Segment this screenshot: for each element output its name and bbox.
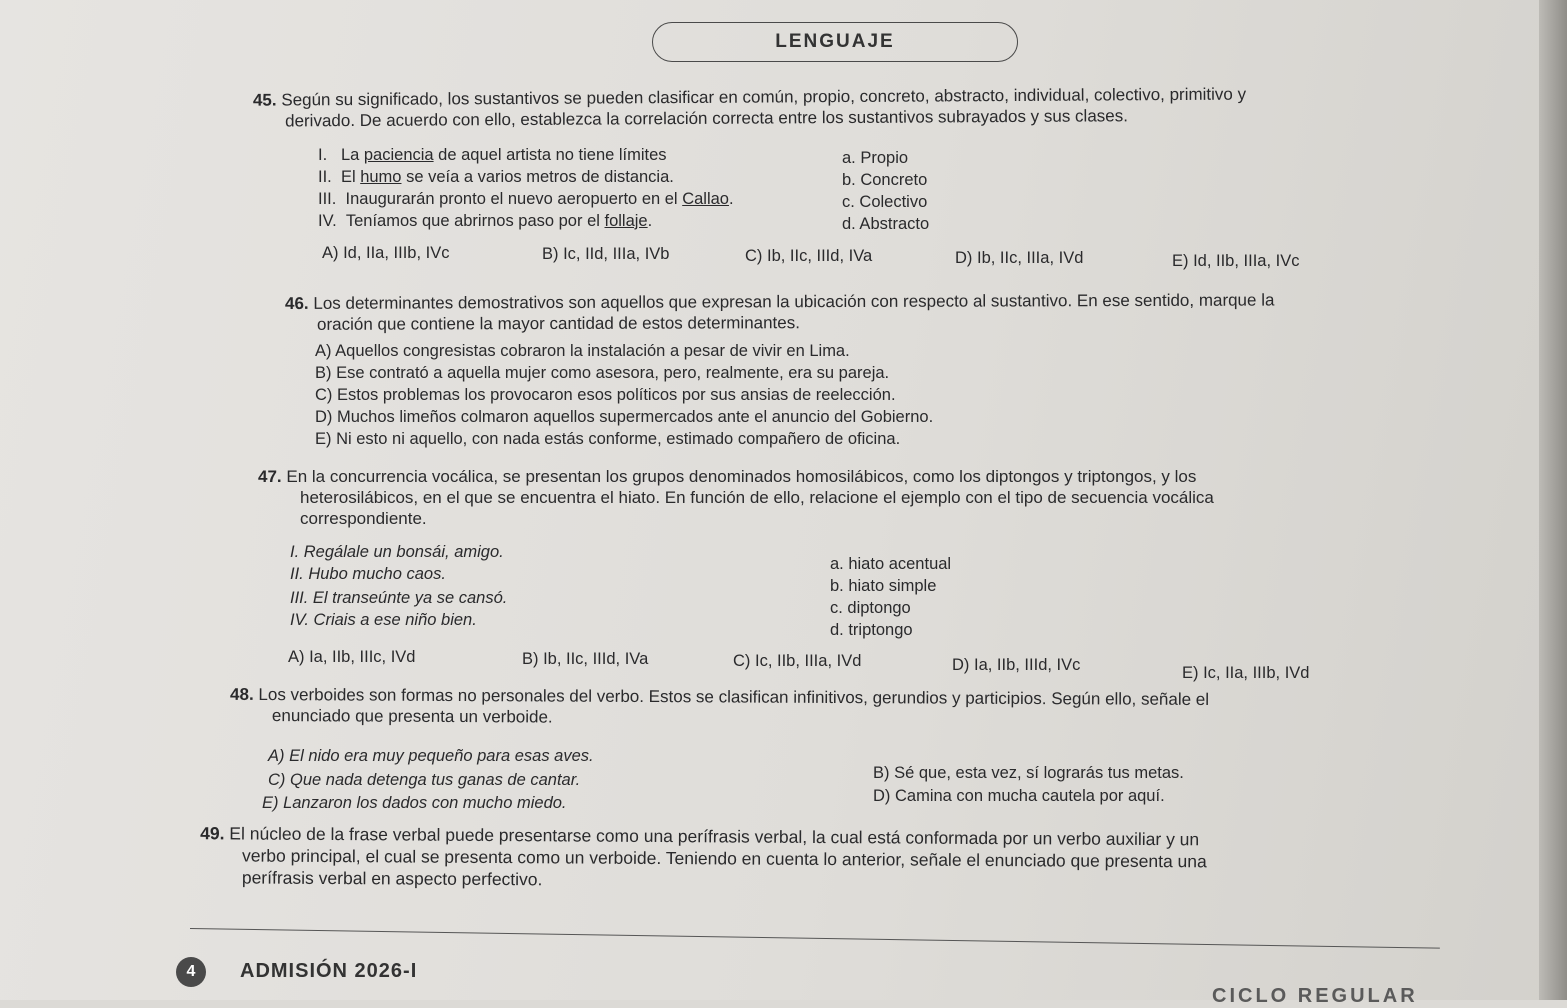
class-c: c. Colectivo — [842, 193, 928, 211]
item-II: II. Hubo mucho caos. — [290, 565, 446, 583]
option-d[interactable]: D) Camina con mucha cautela por aquí. — [873, 787, 1165, 805]
option-b[interactable]: B) Sé que, esta vez, sí lograrás tus metas. — [873, 764, 1184, 782]
question-49 — [200, 822, 1440, 896]
item-II: II. El humo se veía a varios metros de distancia. — [318, 168, 674, 186]
class-a: a. Propio — [842, 149, 909, 167]
class-d: d. Abstracto — [842, 215, 930, 233]
question-text: heterosilábicos, en el que se encuentra el hiato. En función de ello, relacione el ejemplo con el tipo de secuencia vocálica — [300, 488, 1214, 507]
question-text: En la concurrencia vocálica, se presentan los grupos denominados homosilábicos, como los diptongos y triptongos, y los — [286, 467, 1197, 486]
item-IV: IV. Teníamos que abrirnos paso por el follaje. — [318, 212, 653, 230]
footer-divider — [190, 928, 1440, 949]
option-e[interactable]: E) Lanzaron los dados con mucho miedo. — [262, 794, 567, 812]
page-edge-shadow — [1539, 0, 1567, 1000]
option-d[interactable]: D) Ia, IIb, IIId, IVc — [952, 656, 1081, 674]
question-text: enunciado que presenta un verboide. — [271, 706, 553, 727]
option-a[interactable]: A) El nido era muy pequeño para esas aves. — [268, 747, 594, 765]
question-48 — [230, 684, 1440, 732]
class-d: d. triptongo — [830, 621, 913, 639]
option-e[interactable]: E) Ic, IIa, IIIb, IVd — [1182, 664, 1310, 682]
item-I: I. La paciencia de aquel artista no tiene límites — [318, 146, 667, 164]
question-text: Los verboides son formas no personales del verbo. Estos se clasifican infinitivos, gerundios y participios. Según ello, señale el — [258, 684, 1210, 709]
section-header: LENGUAJE — [652, 22, 1018, 62]
question-text: verbo principal, el cual se presenta como un verboide. Teniendo en cuenta lo anterior, señale el enunciado que presenta una — [241, 845, 1207, 872]
question-text: correspondiente. — [300, 509, 427, 528]
option-c[interactable]: C) Ic, IIb, IIIa, IVd — [733, 652, 862, 670]
option-b[interactable]: B) Ib, IIc, IIId, IVa — [522, 650, 649, 668]
question-number: 49. — [200, 823, 225, 844]
question-text: Los determinantes demostrativos son aquellos que expresan la ubicación con respecto al sustantivo. En ese sentido, marque la — [313, 290, 1275, 313]
option-d[interactable]: D) Muchos limeños colmaron aquellos supermercados ante el anuncio del Gobierno. — [315, 408, 934, 426]
page-number-badge: 4 — [176, 957, 206, 987]
class-b: b. Concreto — [842, 171, 928, 189]
question-number: 47. — [258, 467, 282, 486]
option-c[interactable]: C) Que nada detenga tus ganas de cantar. — [268, 771, 581, 789]
question-46 — [285, 289, 1415, 335]
option-c[interactable]: C) Estos problemas los provocaron esos políticos por sus ansias de reelección. — [315, 386, 896, 404]
question-45 — [253, 82, 1443, 131]
option-e[interactable]: E) Ni esto ni aquello, con nada estás conforme, estimado compañero de oficina. — [315, 430, 901, 448]
option-a[interactable]: A) Id, IIa, IIIb, IVc — [322, 244, 450, 262]
option-c[interactable]: C) Ib, IIc, IIId, IVa — [745, 247, 873, 265]
question-text: El núcleo de la frase verbal puede presentarse como una perífrasis verbal, la cual está conformada por un verbo auxiliar y un — [229, 823, 1200, 850]
question-text: oración que contiene la mayor cantidad de estos determinantes. — [317, 313, 800, 334]
class-b: b. hiato simple — [830, 577, 937, 595]
option-e[interactable]: E) Id, IIb, IIIa, IVc — [1172, 252, 1300, 270]
option-d[interactable]: D) Ib, IIc, IIIa, IVd — [955, 249, 1084, 267]
question-text: Según su significado, los sustantivos se pueden clasificar en común, propio, concreto, abstracto, individual, colectivo, primitivo y — [281, 84, 1247, 110]
option-b[interactable]: B) Ese contrató a aquella mujer como asesora, pero, realmente, era su pareja. — [315, 364, 890, 382]
option-a[interactable]: A) Aquellos congresistas cobraron la instalación a pesar de vivir en Lima. — [315, 342, 850, 360]
option-b[interactable]: B) Ic, IId, IIIa, IVb — [542, 245, 670, 263]
question-number: 45. — [252, 90, 277, 110]
question-47 — [258, 466, 1408, 529]
question-number: 48. — [230, 684, 254, 704]
question-number: 46. — [284, 293, 309, 313]
question-text: perífrasis verbal en aspecto perfectivo. — [241, 867, 543, 890]
footer-cycle-label: CICLO REGULAR — [1212, 985, 1418, 1007]
class-a: a. hiato acentual — [830, 555, 952, 573]
footer-title: ADMISIÓN 2026-I — [240, 960, 418, 982]
question-text: derivado. De acuerdo con ello, establezca la correlación correcta entre los sustantivos subrayados y sus clases. — [285, 106, 1129, 131]
item-III: III. El transeúnte ya se cansó. — [290, 589, 508, 607]
item-III: III. Inaugurarán pronto el nuevo aeropuerto en el Callao. — [318, 190, 734, 208]
item-I: I. Regálale un bonsái, amigo. — [290, 543, 504, 561]
option-a[interactable]: A) Ia, IIb, IIIc, IVd — [288, 648, 416, 666]
item-IV: IV. Criais a ese niño bien. — [290, 611, 477, 629]
class-c: c. diptongo — [830, 599, 911, 617]
